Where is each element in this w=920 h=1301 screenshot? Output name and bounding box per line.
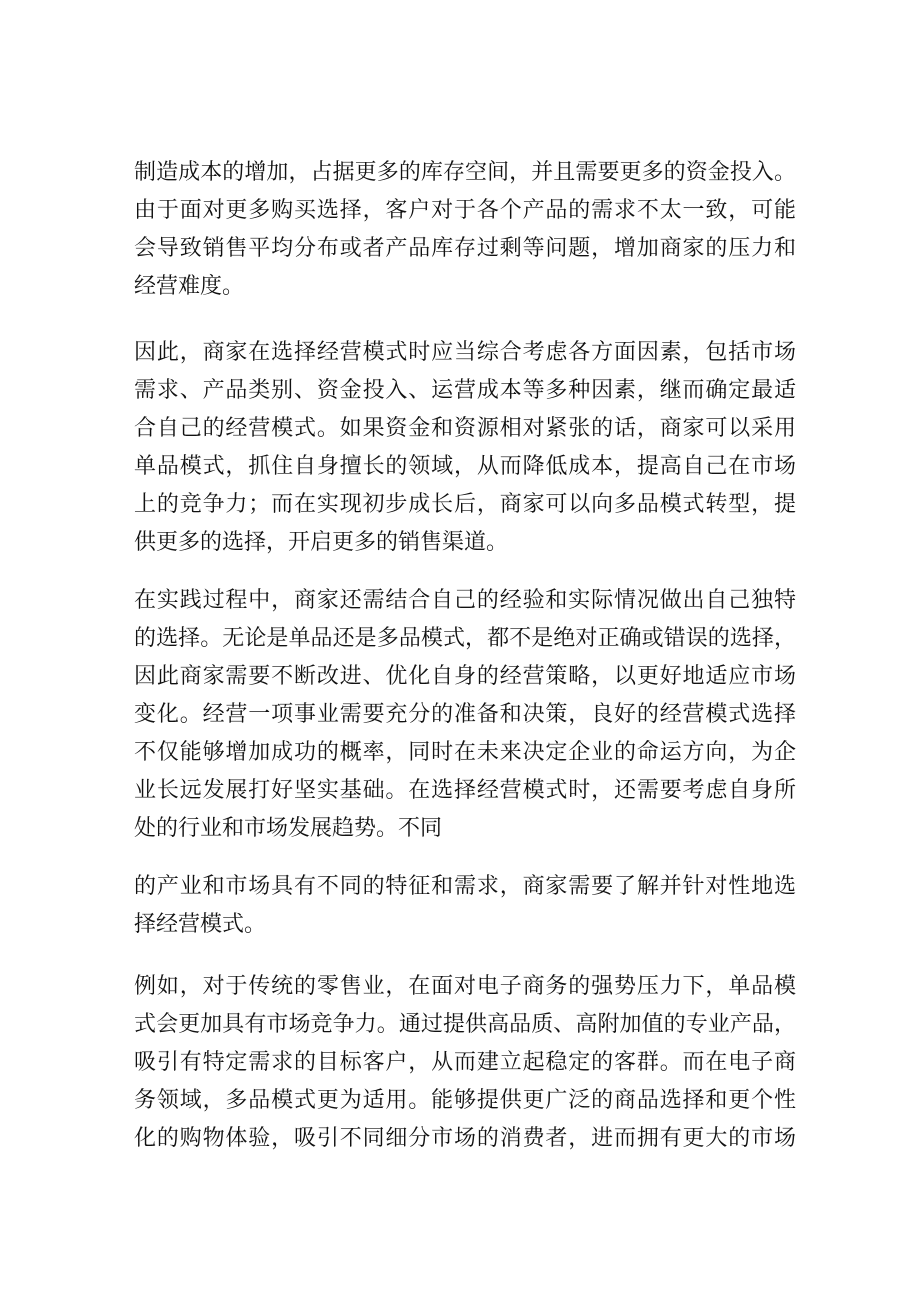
text-line: 例如，对于传统的零售业，在面对电子商务的强势压力下，单品模 xyxy=(134,974,796,999)
text-line: 的产业和市场具有不同的特征和需求，商家需要了解并针对性地选 xyxy=(134,874,796,899)
text-line: 上的竞争力；而在实现初步成长后，商家可以向多品模式转型，提 xyxy=(134,492,796,517)
text-line: 化的购物体验，吸引不同细分市场的消费者，进而拥有更大的市场 xyxy=(134,1126,796,1151)
paragraph-4 xyxy=(134,868,796,944)
text-line: 合自己的经营模式。如果资金和资源相对紧张的话，商家可以采用 xyxy=(134,416,796,441)
text-line: 因此，商家在选择经营模式时应当综合考虑各方面因素，包括市场 xyxy=(134,340,796,365)
text-line: 因此商家需要不断改进、优化自身的经营策略，以更好地适应市场 xyxy=(134,664,796,689)
text-line: 务领域，多品模式更为适用。能够提供更广泛的商品选择和更个性 xyxy=(134,1088,796,1113)
text-line: 会导致销售平均分布或者产品库存过剩等问题，增加商家的压力和 xyxy=(134,236,796,261)
text-line: 吸引有特定需求的目标客户，从而建立起稳定的客群。而在电子商 xyxy=(134,1050,796,1075)
text-line: 择经营模式。 xyxy=(134,912,267,937)
text-line: 不仅能够增加成功的概率，同时在未来决定企业的命运方向，为企 xyxy=(134,740,796,765)
text-line: 制造成本的增加，占据更多的库存空间，并且需要更多的资金投入。 xyxy=(134,160,796,185)
text-line: 供更多的选择，开启更多的销售渠道。 xyxy=(134,530,509,555)
paragraph-3 xyxy=(134,582,796,848)
text-line: 变化。经营一项事业需要充分的准备和决策，良好的经营模式选择 xyxy=(134,702,796,727)
text-line: 式会更加具有市场竞争力。通过提供高品质、高附加值的专业产品， xyxy=(134,1012,796,1037)
paragraph-1 xyxy=(134,154,796,306)
paragraph-2 xyxy=(134,334,796,562)
text-line: 由于面对更多购买选择，客户对于各个产品的需求不太一致，可能 xyxy=(134,198,796,223)
text-line: 经营难度。 xyxy=(134,274,245,299)
paragraph-5 xyxy=(134,968,796,1158)
text-line: 的选择。无论是单品还是多品模式，都不是绝对正确或错误的选择， xyxy=(134,626,796,651)
text-line: 在实践过程中，商家还需结合自己的经验和实际情况做出自己独特 xyxy=(134,588,796,613)
text-line: 业长远发展打好坚实基础。在选择经营模式时，还需要考虑自身所 xyxy=(134,778,796,803)
text-line: 处的行业和市场发展趋势。不同 xyxy=(134,816,443,841)
text-line: 需求、产品类别、资金投入、运营成本等多种因素，继而确定最适 xyxy=(134,378,796,403)
text-line: 单品模式，抓住自身擅长的领域，从而降低成本，提高自己在市场 xyxy=(134,454,796,479)
